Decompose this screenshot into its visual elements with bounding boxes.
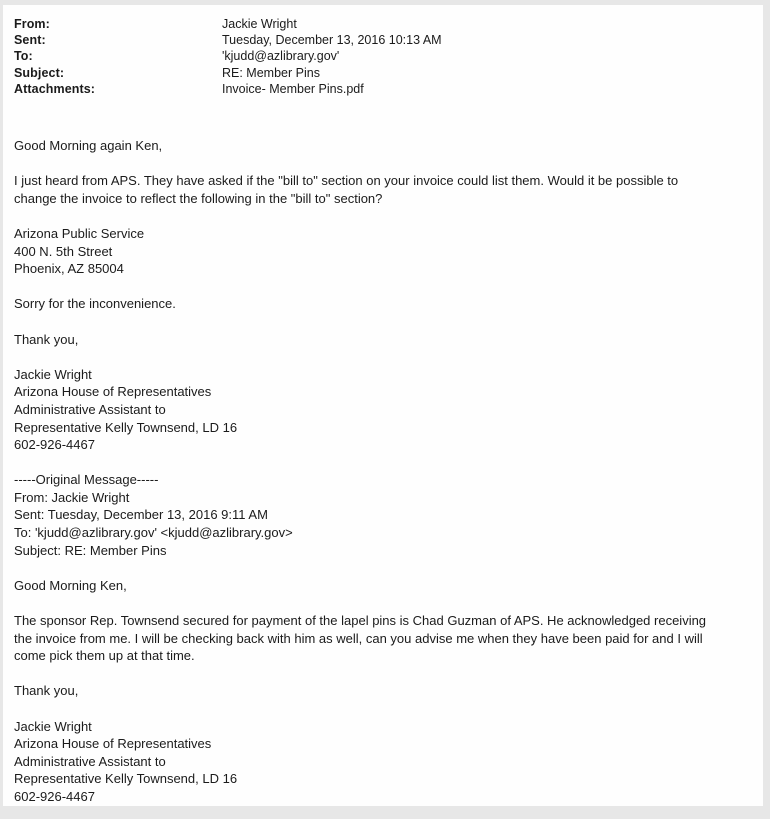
email-header-row (14, 16, 753, 32)
email-header-label: Attachments: (14, 81, 96, 96)
email-body-line: Arizona House of Representatives (14, 736, 212, 752)
email-body-line: 602-926-4467 (14, 788, 95, 804)
email-header-value: 'kjudd@azlibrary.gov' (222, 49, 340, 64)
email-body-line: To: 'kjudd@azlibrary.gov' <kjudd@azlibrary.gov> (14, 525, 293, 541)
email-body-line (14, 348, 753, 366)
email-header-block (14, 16, 753, 97)
email-body-line: Arizona Public Service (14, 225, 145, 241)
email-header-label: Sent: (14, 33, 46, 48)
email-body-line: Phoenix, AZ 85004 (14, 261, 124, 277)
email-body-line (14, 454, 753, 472)
email-body-line (14, 559, 753, 577)
email-body-line: Sent: Tuesday, December 13, 2016 9:11 AM (14, 507, 268, 523)
email-header-row (14, 81, 753, 97)
email-header-row (14, 32, 753, 48)
email-body-line (14, 313, 753, 331)
email-body-line (14, 207, 753, 225)
email-body-line: 400 N. 5th Street (14, 243, 113, 259)
email-body-line: Jackie Wright (14, 718, 92, 734)
email-body-line: come pick them up at that time. (14, 648, 195, 664)
email-header-value: RE: Member Pins (222, 65, 320, 80)
email-header-value: Invoice- Member Pins.pdf (222, 81, 364, 96)
email-body-line: The sponsor Rep. Townsend secured for payment of the lapel pins is Chad Guzman of APS. He acknowledged receiving (14, 613, 707, 629)
email-body-line: Administrative Assistant to (14, 401, 166, 417)
email-body-line: change the invoice to reflect the following in the "bill to" section? (14, 190, 383, 206)
email-body-line: Sorry for the inconvenience. (14, 296, 176, 312)
email-document-page (3, 5, 763, 806)
email-header-label: To: (14, 49, 33, 64)
email-body-line: 602-926-4467 (14, 437, 95, 453)
email-header-value: Jackie Wright (222, 17, 297, 31)
email-body-line: Thank you, (14, 331, 79, 347)
email-body-text (14, 137, 753, 806)
email-body-line: Good Morning again Ken, (14, 138, 163, 154)
email-body-line: Administrative Assistant to (14, 753, 166, 769)
email-header-value: Tuesday, December 13, 2016 10:13 AM (222, 33, 442, 48)
email-body-line (14, 594, 753, 612)
email-body-line (14, 278, 753, 296)
email-body-line: Representative Kelly Townsend, LD 16 (14, 419, 238, 435)
email-body-line (14, 665, 753, 683)
email-body-line (14, 700, 753, 718)
email-body-line: Arizona House of Representatives (14, 384, 212, 400)
email-body-line: From: Jackie Wright (14, 489, 130, 505)
email-body-line: Subject: RE: Member Pins (14, 542, 167, 558)
email-body-line (14, 155, 753, 173)
email-body-line: Representative Kelly Townsend, LD 16 (14, 771, 238, 787)
email-body-line: the invoice from me. I will be checking back with him as well, can you advise me when they have been paid for and I will (14, 630, 703, 646)
email-body-line: Jackie Wright (14, 366, 92, 382)
email-body-line: Good Morning Ken, (14, 577, 127, 593)
email-header-label: Subject: (14, 65, 65, 80)
email-body-line: Thank you, (14, 683, 79, 699)
email-header-row (14, 48, 753, 64)
email-header-row (14, 65, 753, 81)
email-body-line: I just heard from APS. They have asked if the "bill to" section on your invoice could list them. Would it be possible to (14, 173, 679, 189)
email-header-label: From: (14, 17, 50, 31)
email-body-line: -----Original Message----- (14, 472, 159, 488)
